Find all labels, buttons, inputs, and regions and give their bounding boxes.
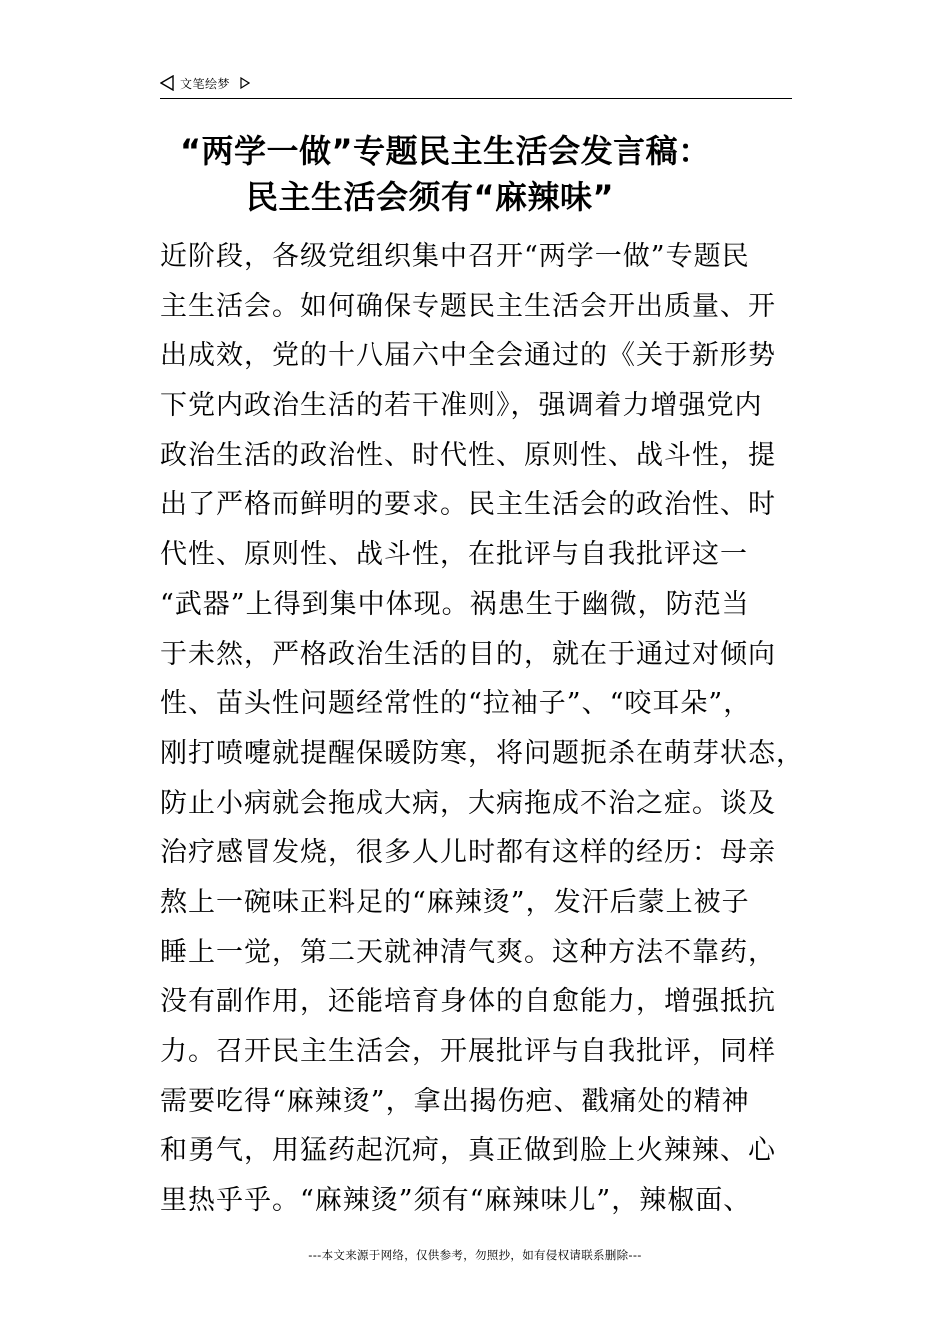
body-line: 主生活会。如何确保专题民主生活会开出质量、开: [160, 290, 776, 322]
page-header: [160, 72, 792, 99]
triangle-left-icon: [160, 75, 174, 91]
body-line: 政治生活的政治性、时代性、原则性、战斗性，提: [160, 439, 776, 471]
body-paragraph: [160, 232, 804, 1226]
body-line: 下党内政治生活的若干准则》，强调着力增强党内: [160, 390, 763, 422]
header-label: 文笔绘梦: [180, 76, 231, 91]
body-line: 没有副作用，还能培育身体的自愈能力，增强抵抗: [160, 986, 776, 1018]
body-line: 性、苗头性问题经常性的“拉袖子”、“咬耳朵”，: [160, 688, 752, 720]
body-line: 刚打喷嚏就提醒保暖防寒，将问题扼杀在萌芽状态，: [160, 737, 804, 769]
header-row: [160, 72, 792, 94]
body-line: 防止小病就会拖成大病，大病拖成不治之症。谈及: [160, 787, 776, 819]
page-footer-disclaimer: ---本文来源于网络，仅供参考，勿照抄，如有侵权请联系删除---: [308, 1248, 642, 1262]
triangle-right-icon: [240, 77, 250, 89]
body-line: 代性、原则性、战斗性，在批评与自我批评这一: [160, 539, 748, 571]
document-title: [150, 128, 830, 220]
body-line: 于未然，严格政治生活的目的，就在于通过对倾向: [160, 638, 776, 670]
body-line: 近阶段，各级党组织集中召开“两学一做”专题民: [160, 241, 750, 272]
body-line: 和勇气，用猛药起沉疴，真正做到脸上火辣辣、心: [160, 1135, 776, 1167]
body-line: 睡上一觉，第二天就神清气爽。这种方法不靠药，: [160, 936, 776, 968]
body-line: 出成效，党的十八届六中全会通过的《关于新形势: [160, 340, 776, 372]
body-line: 需要吃得“麻辣烫”，拿出揭伤疤、戳痛处的精神: [160, 1085, 750, 1117]
body-line: 力。召开民主生活会，开展批评与自我批评，同样: [160, 1036, 776, 1067]
title-line-1: “两学一做”专题民主生活会发言稿：: [180, 132, 711, 170]
body-line: “武器”上得到集中体现。祸患生于幽微，防范当: [160, 588, 750, 620]
title-line-2: 民主生活会须有“麻辣味”: [246, 178, 615, 216]
body-line: 熬上一碗味正料足的“麻辣烫”，发汗后蒙上被子: [160, 886, 750, 918]
body-line: 里热乎乎。“麻辣烫”须有“麻辣味儿”，辣椒面、: [160, 1185, 752, 1217]
body-line: 治疗感冒发烧，很多人儿时都有这样的经历：母亲: [160, 837, 776, 869]
body-line: 出了严格而鲜明的要求。民主生活会的政治性、时: [160, 489, 776, 521]
